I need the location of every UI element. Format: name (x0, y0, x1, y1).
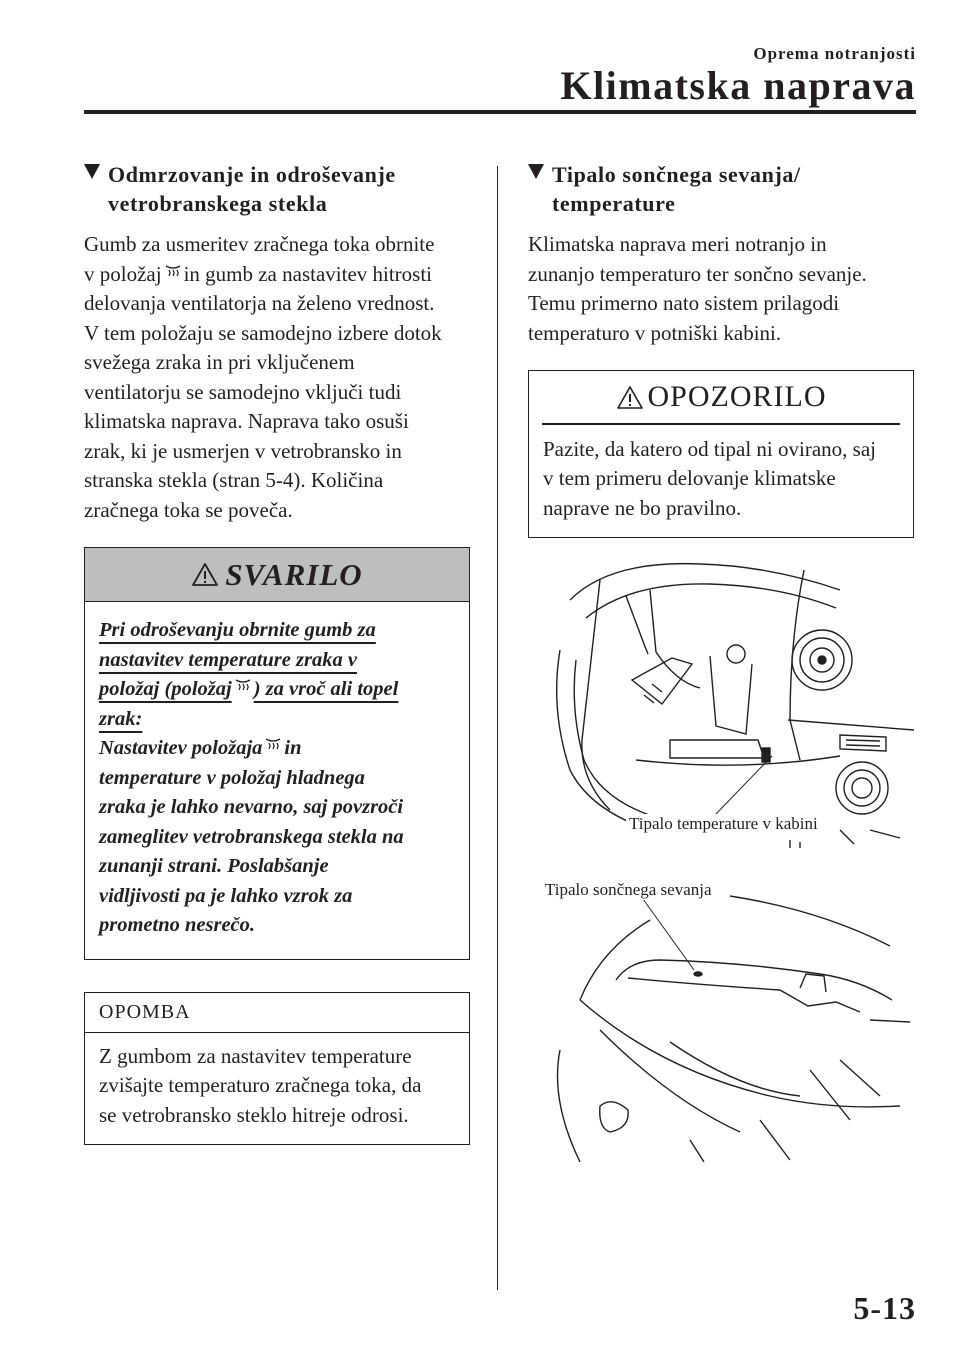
header-rule (84, 110, 916, 114)
sunlight-sensor-illustration (540, 870, 914, 1162)
note-box (84, 992, 470, 1146)
defrost-section-heading: Odmrzovanje in odroševanje vetrobranskega stekla (84, 160, 470, 218)
note-text: Z gumbom za nastavitev temperature zvišajte temperaturo zračnega toka, da se vetrobransko steklo hitreje odrosi. (99, 1043, 422, 1127)
sensor-section-heading: Tipalo sončnega sevanja/ temperature (528, 160, 914, 218)
cabin-temperature-sensor-label: Tipalo temperature v kabini (626, 814, 821, 834)
warning-header (529, 371, 913, 423)
column-divider (497, 166, 498, 1290)
chapter-title: Klimatska naprava (560, 63, 916, 108)
defrost-paragraph: Gumb za usmeritev zračnega toka obrnite v položaj in gumb za nastavitev hitrosti delovanja ventilatorja na želeno vrednost. V tem položaju se samodejno izbere dotok svežega zraka in pri vključenem ventilatorju se samodejno vključi tudi klimatska naprava. Naprava tako osuši zrak, ki je usmerjen v vetrobransko in stranska stekla (stran 5-4). Količina zračnega toka se poveča. (84, 232, 442, 522)
caution-title: SVARILO (225, 556, 363, 592)
warning-title: OPOZORILO (647, 380, 827, 413)
warning-triangle-icon (616, 385, 644, 410)
section-triangle-icon (84, 164, 100, 179)
right-column (528, 160, 914, 538)
defrost-icon (165, 265, 181, 279)
left-column (84, 160, 470, 1145)
warning-triangle-icon (191, 562, 219, 587)
cabin-sensor-illustration (540, 560, 914, 854)
sensor-paragraph: Klimatska naprava meri notranjo in zunanjo temperaturo ter sončno sevanje. Temu primerno nato sistem prilagodi temperaturo v potniški kabini. (528, 232, 867, 345)
defrost-icon (265, 738, 281, 752)
warning-text: Pazite, da katero od tipal ni ovirano, saj v tem primeru delovanje klimatske naprave ne bo pravilno. (543, 436, 876, 520)
defrost-icon (235, 679, 251, 693)
note-title: OPOMBA (85, 993, 469, 1033)
warning-box (528, 370, 914, 538)
dashboard-drawing (540, 560, 914, 854)
caution-box (84, 547, 470, 960)
running-header-section: Oprema notranjosti (753, 44, 916, 63)
caution-text: Pri odroševanju obrnite gumb za nastavitev temperature zraka v položaj (položaj ) za vroč ali topel zrak: Nastavitev položaja in temperature v položaj hladnega zraka je lahko nevarno, saj povzroči zameglitev vetrobranskega stekla na zunanji strani. Poslabšanje vidljivosti pa je lahko vzrok za prometno nesrečo. (99, 619, 404, 936)
section-triangle-icon (528, 164, 544, 179)
page-number: 5-13 (853, 1290, 916, 1326)
caution-header (85, 548, 469, 602)
sunlight-sensor-label: Tipalo sončnega sevanja (542, 880, 715, 900)
car-front-drawing (540, 870, 914, 1162)
